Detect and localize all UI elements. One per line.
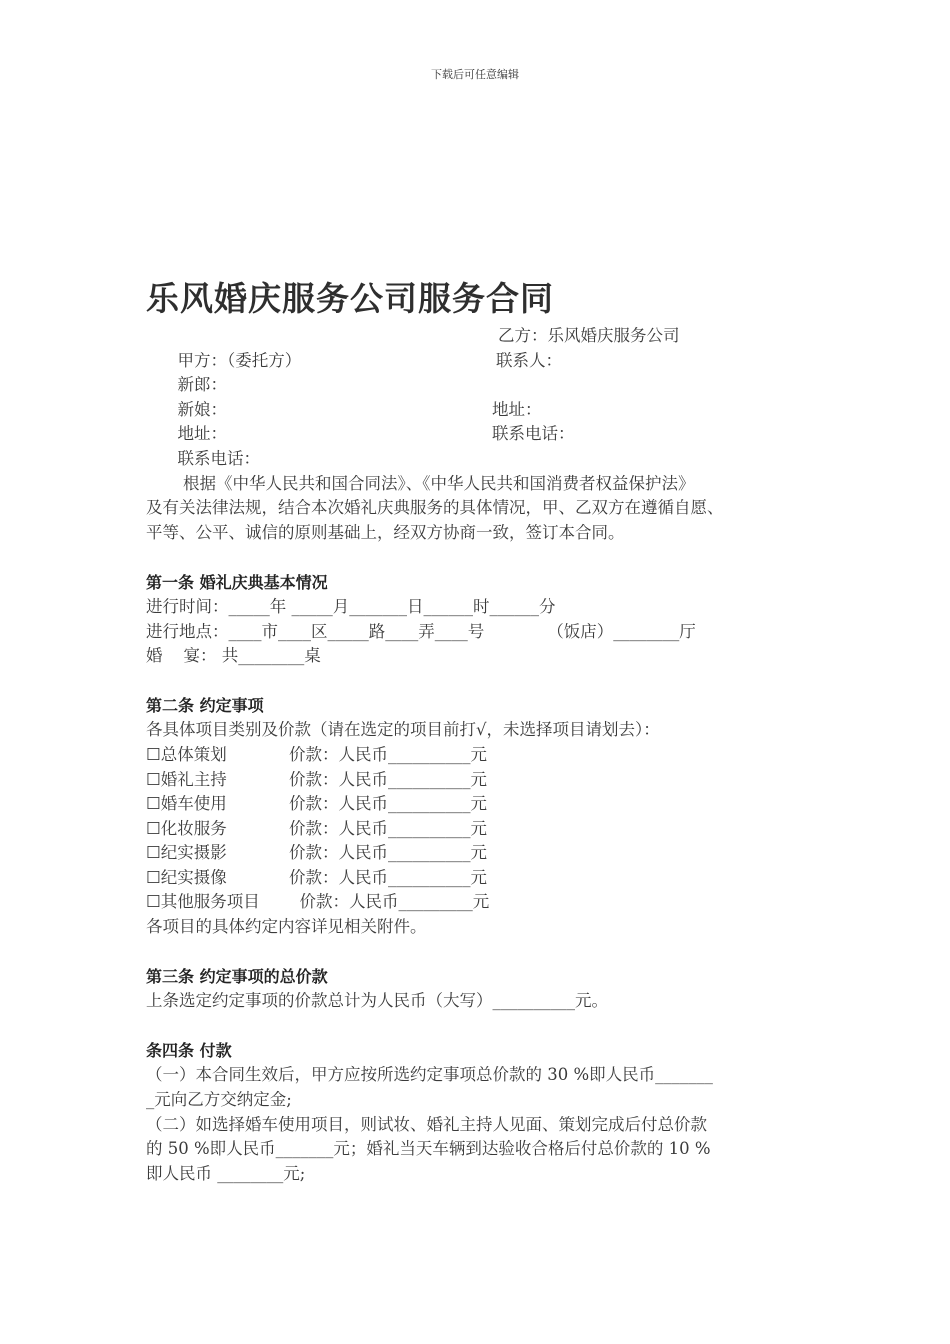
banquet-field: 婚 宴： 共________桌 <box>146 646 321 666</box>
service-item <box>146 817 811 842</box>
service-item-name: ☐总体策划 <box>146 744 227 764</box>
party-row <box>146 422 811 468</box>
service-item <box>146 866 811 891</box>
payment-line: 的 50 %即人民币_______元；婚礼当天车辆到达验收合格后付总价款的 10 % <box>146 1139 711 1159</box>
location-field: 进行地点：____市____区_____路____弄____号 （饭店）________厅 <box>146 621 696 641</box>
parties-block <box>146 324 811 468</box>
items-intro: 各具体项目类别及价款（请在选定的项目前打√，未选择项目请划去）： <box>146 720 660 740</box>
contract-document <box>146 274 811 1186</box>
service-item-price: 价款：人民币__________元 <box>289 744 487 764</box>
service-item <box>146 792 811 817</box>
article-heading: 第三条 约定事项的总价款 <box>146 967 328 987</box>
party-b-label: 乙方：乐风婚庆服务公司 <box>498 326 680 345</box>
service-item-name: ☐婚车使用 <box>146 794 227 814</box>
service-item-price: 价款：人民币__________元 <box>289 794 487 814</box>
article-heading: 条四条 付款 <box>146 1041 232 1061</box>
total-price-text: 上条选定约定事项的价款总计为人民币（大写）__________元。 <box>146 991 608 1011</box>
party-a-label: 甲方：（委托方） <box>177 350 302 370</box>
article-2 <box>146 693 811 939</box>
service-item <box>146 768 811 793</box>
time-field: 进行时间：_____年 _____月_______日______时______分 <box>146 596 556 616</box>
document-title: 乐风婚庆服务公司服务合同 <box>146 279 554 318</box>
service-item-price: 价款：人民币__________元 <box>289 843 487 863</box>
payment-line: _元向乙方交纳定金; <box>146 1090 292 1110</box>
article-4 <box>146 1038 811 1186</box>
payment-line: （二）如选择婚车使用项目，则试妆、婚礼主持人见面、策划完成后付总价款 <box>146 1114 707 1134</box>
phone-a-label: 联系电话： <box>177 448 260 468</box>
preamble-line: 根据《中华人民共和国合同法》、《中华人民共和国消费者权益保护法》 <box>183 473 695 493</box>
article-heading: 第一条 婚礼庆典基本情况 <box>146 572 328 592</box>
service-item-price: 价款：人民币__________元 <box>289 769 487 789</box>
article-1 <box>146 570 811 669</box>
service-item-price: 价款：人民币_________元 <box>289 892 490 912</box>
items-footer: 各项目的具体约定内容详见相关附件。 <box>146 917 427 937</box>
preamble-line: 及有关法律法规，结合本次婚礼庆典服务的具体情况，甲、乙双方在遵循自愿、 <box>146 498 724 518</box>
service-item <box>146 890 811 915</box>
article-3 <box>146 964 811 1014</box>
service-item <box>146 743 811 768</box>
phone-b-label: 联系电话： <box>492 424 575 444</box>
contact-person-label: 联系人： <box>496 350 562 370</box>
service-item-name: ☐婚礼主持 <box>146 769 227 789</box>
preamble <box>146 472 811 546</box>
payment-line: （一）本合同生效后，甲方应按所选约定事项总价款的 30 %即人民币_______ <box>146 1065 713 1085</box>
article-heading: 第二条 约定事项 <box>146 696 264 716</box>
service-item-name: ☐纪实摄影 <box>146 843 227 863</box>
service-item-price: 价款：人民币__________元 <box>289 867 487 887</box>
service-item <box>146 841 811 866</box>
payment-line: 即人民币 ________元; <box>146 1163 306 1183</box>
service-item-price: 价款：人民币__________元 <box>289 818 487 838</box>
service-item-name: ☐化妆服务 <box>146 818 227 838</box>
address-a-label: 地址： <box>177 424 227 444</box>
groom-label: 新郎： <box>177 375 227 395</box>
address-b-label: 地址： <box>492 399 542 419</box>
party-row <box>146 349 811 395</box>
service-item-name: ☐纪实摄像 <box>146 867 227 887</box>
header-note: 下载后可任意编辑 <box>431 68 519 81</box>
preamble-line: 平等、公平、诚信的原则基础上，经双方协商一致，签订本合同。 <box>146 522 625 542</box>
service-item-name: ☐其他服务项目 <box>146 892 260 912</box>
bride-label: 新娘： <box>177 399 227 419</box>
